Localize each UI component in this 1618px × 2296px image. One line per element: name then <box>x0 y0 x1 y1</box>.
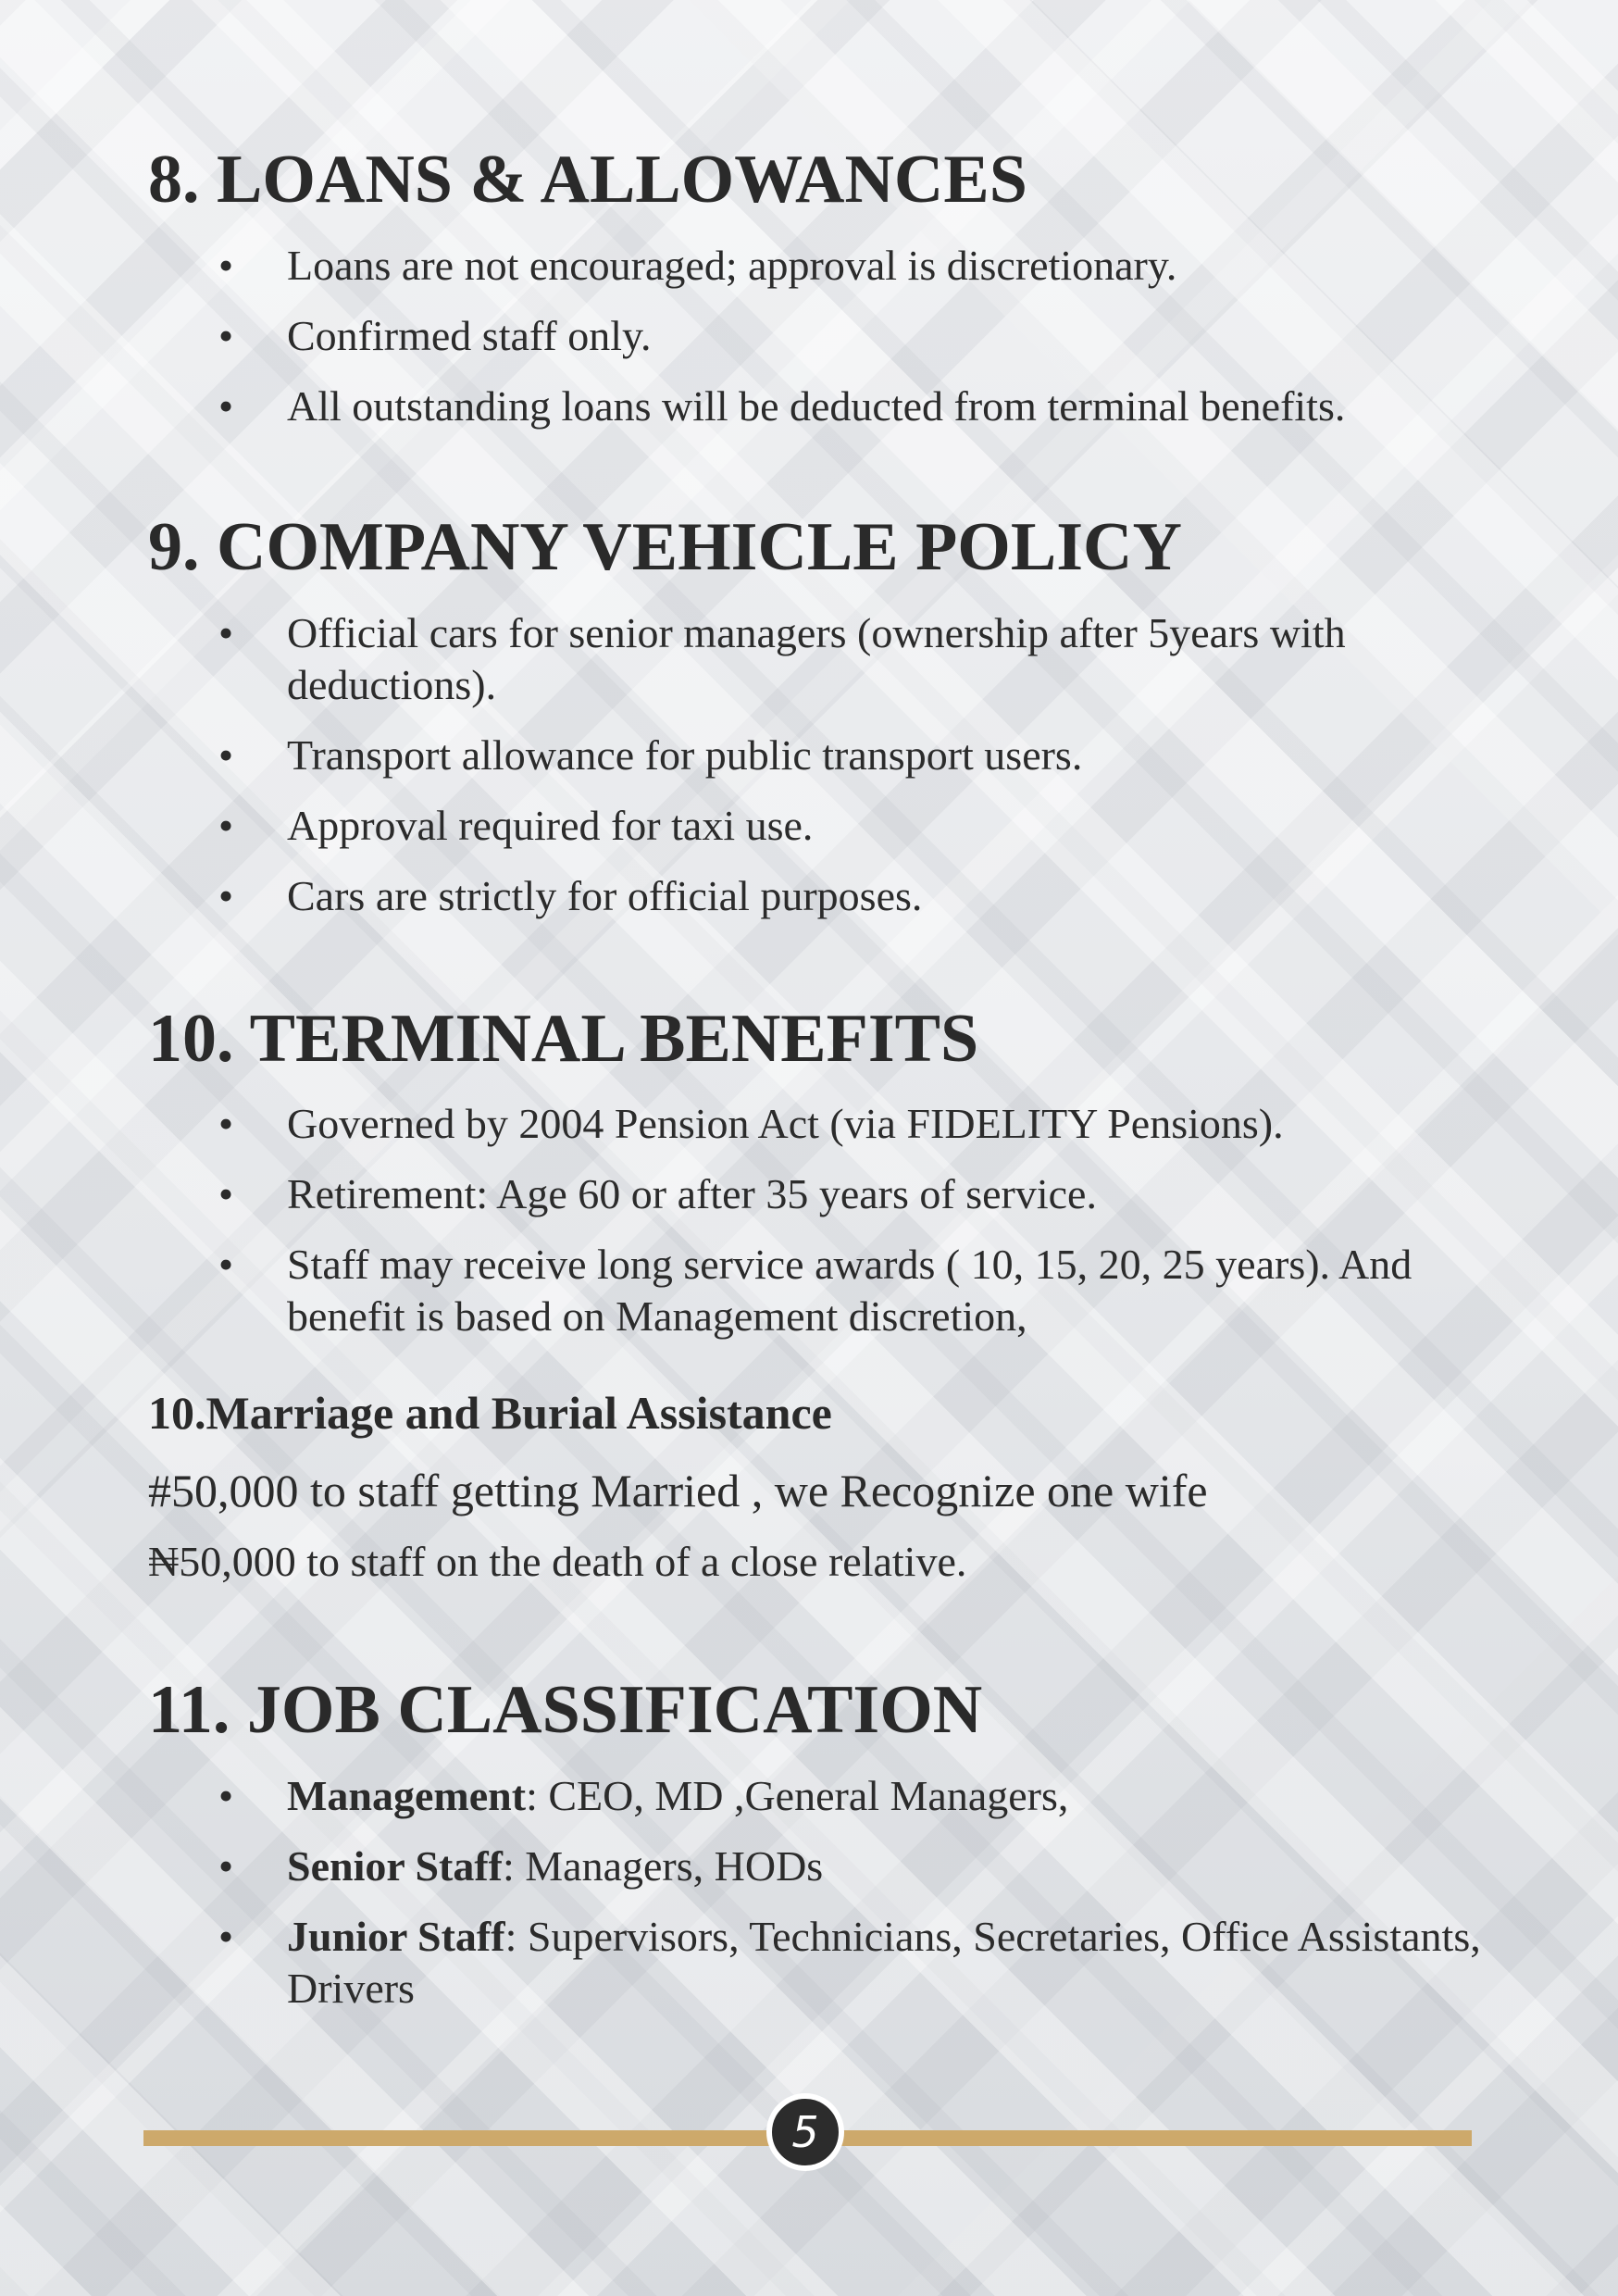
bullet-icon: • <box>218 871 234 919</box>
list-item-text: Loans are not encouraged; approval is discretionary. <box>287 241 1177 289</box>
list-item-text: Staff may receive long service awards ( 10, 15, 20, 25 years). And benefit is based on Management discretion, <box>287 1241 1413 1341</box>
list-item <box>148 1770 1481 1822</box>
list-item-text: Governed by 2004 Pension Act (via FIDELITY Pensions). <box>287 1100 1284 1148</box>
list-item <box>148 310 1481 362</box>
page-number-badge: 5 <box>766 2093 844 2171</box>
list-item <box>148 1098 1481 1150</box>
section-marriage-burial-assistance <box>148 1383 1481 1588</box>
loans-list <box>148 240 1481 432</box>
section-heading-vehicle: 9. COMPANY VEHICLE POLICY <box>148 508 1182 585</box>
list-item <box>148 1841 1481 1892</box>
list-item-text: Approval required for taxi use. <box>287 801 814 849</box>
list-item <box>148 381 1481 432</box>
list-item-text: Cars are strictly for official purposes. <box>287 871 923 919</box>
marriage-assistance-text: #50,000 to staff getting Married , we Recognize one wife <box>148 1465 1208 1517</box>
list-item-text: Transport allowance for public transport users. <box>287 730 1083 779</box>
section-terminal-benefits <box>148 998 1481 1343</box>
section-heading-terminal: 10. TERMINAL BENEFITS <box>148 1000 979 1077</box>
bullet-icon: • <box>218 801 234 849</box>
list-item <box>148 870 1481 922</box>
list-item <box>148 607 1481 711</box>
bullet-icon: • <box>218 241 234 289</box>
bullet-icon: • <box>218 1772 234 1820</box>
burial-assistance-text: ₦50,000 to staff on the death of a close relative. <box>148 1537 967 1585</box>
bullet-icon: • <box>218 311 234 359</box>
vehicle-list <box>148 607 1481 922</box>
section-loans-allowances <box>148 139 1481 432</box>
section-heading-loans: 8. LOANS & ALLOWANCES <box>148 142 1027 218</box>
job-description: : Managers, HODs <box>503 1842 824 1890</box>
list-item-text: Retirement: Age 60 or after 35 years of service. <box>287 1170 1097 1218</box>
job-term: Management <box>287 1772 527 1820</box>
job-list <box>148 1770 1481 2015</box>
section-heading-marriage: 10.Marriage and Burial Assistance <box>148 1387 832 1440</box>
bullet-icon: • <box>218 608 234 656</box>
list-item <box>148 1911 1481 2015</box>
bullet-icon: • <box>218 1842 234 1890</box>
job-description: : Supervisors, Technicians, Secretaries, Office Assistants, Drivers <box>287 1913 1481 2013</box>
section-heading-job: 11. JOB CLASSIFICATION <box>148 1672 983 1749</box>
list-item-text: Official cars for senior managers (ownership after 5years with deductions). <box>287 608 1346 708</box>
section-company-vehicle-policy <box>148 506 1481 922</box>
bullet-icon: • <box>218 1100 234 1148</box>
list-item <box>148 1239 1481 1342</box>
job-term: Junior Staff <box>287 1913 505 1961</box>
job-term: Senior Staff <box>287 1842 503 1890</box>
bullet-icon: • <box>218 1913 234 1961</box>
bullet-icon: • <box>218 381 234 430</box>
list-item <box>148 730 1481 781</box>
bullet-icon: • <box>218 730 234 779</box>
bullet-icon: • <box>218 1170 234 1218</box>
list-item-text: Confirmed staff only. <box>287 311 652 359</box>
list-item <box>148 1168 1481 1220</box>
bullet-icon: • <box>218 1241 234 1289</box>
terminal-list <box>148 1098 1481 1342</box>
list-item <box>148 240 1481 292</box>
job-description: : CEO, MD ,General Managers, <box>526 1772 1069 1820</box>
section-job-classification <box>148 1669 1481 2015</box>
list-item <box>148 800 1481 852</box>
list-item-text: All outstanding loans will be deducted from terminal benefits. <box>287 381 1346 430</box>
page-content <box>148 139 1481 2015</box>
